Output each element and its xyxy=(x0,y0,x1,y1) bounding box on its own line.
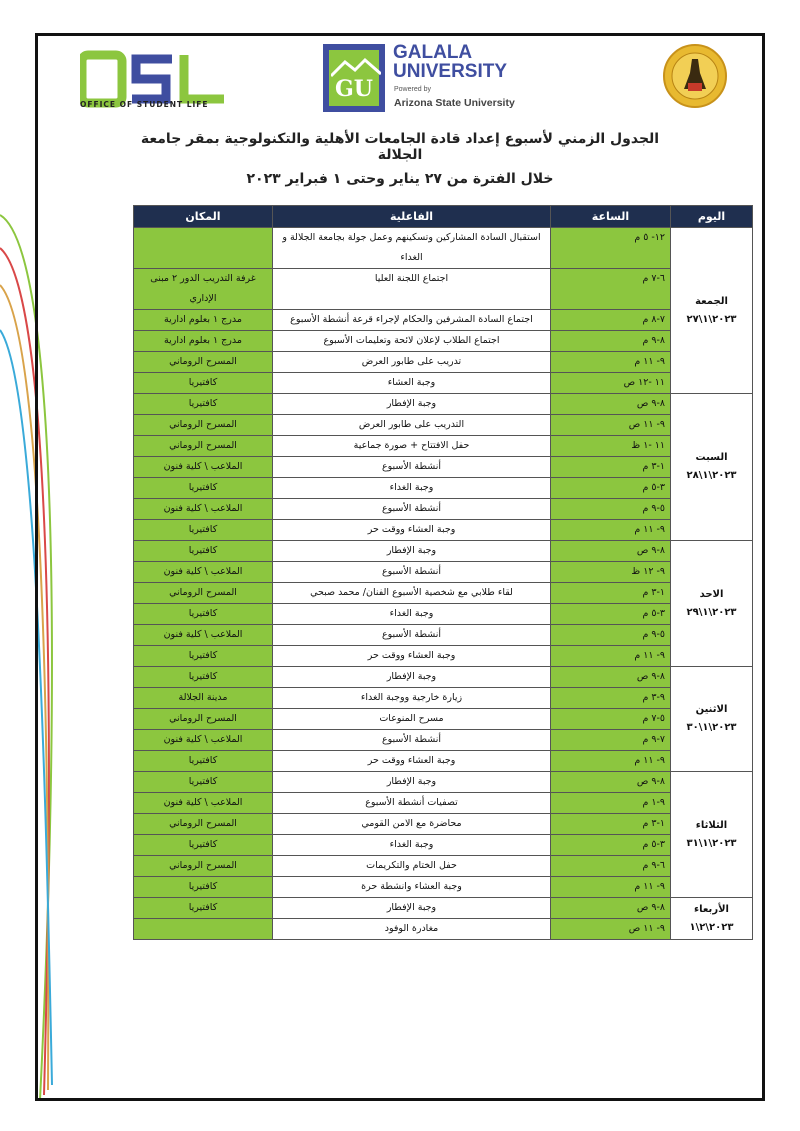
activity-cell: وجبة الإفطار xyxy=(273,394,551,415)
day-date: ٢٠٢٣\١\٢٨ xyxy=(686,470,737,481)
day-name: السبت xyxy=(695,452,728,463)
time-cell: ٨-٩ ص xyxy=(551,667,671,688)
table-row xyxy=(134,604,753,625)
day-date: ٢٠٢٣\٢\١ xyxy=(689,921,734,933)
day-cell xyxy=(671,394,753,541)
time-cell: ٨-٩ ص xyxy=(551,772,671,793)
university-name xyxy=(393,43,507,81)
activity-cell: وجبة العشاء ووقت حر xyxy=(273,646,551,667)
time-cell: ٩- ١١ ص xyxy=(551,919,671,940)
activity-cell: اجتماع السادة المشرفين والحكام لإجراء قرعة أنشطة الأسبوع xyxy=(273,310,551,331)
time-cell: ٩- ١١ ص xyxy=(551,415,671,436)
table-row xyxy=(134,667,753,688)
place-cell: الملاعب \ كلية فنون xyxy=(134,562,273,583)
time-cell: ٥-٩ م xyxy=(551,625,671,646)
place-cell: الملاعب \ كلية فنون xyxy=(134,457,273,478)
time-cell: ٩- ١١ م xyxy=(551,646,671,667)
activity-cell: وجبة العشاء xyxy=(273,373,551,394)
place-cell: مدرج ١ بعلوم ادارية xyxy=(134,331,273,352)
place-cell: المسرح الروماني xyxy=(134,856,273,877)
place-cell: الملاعب \ كلية فنون xyxy=(134,625,273,646)
table-row xyxy=(134,541,753,562)
time-cell: ٧-٩ م xyxy=(551,730,671,751)
place-cell: كافتيريا xyxy=(134,877,273,898)
table-row xyxy=(134,814,753,835)
table-row xyxy=(134,562,753,583)
table-row xyxy=(134,835,753,856)
table-row xyxy=(134,688,753,709)
table-row xyxy=(134,877,753,898)
activity-cell: وجبة الغداء xyxy=(273,478,551,499)
table-row xyxy=(134,478,753,499)
activity-cell: مغادرة الوفود xyxy=(273,919,551,940)
asu-name: Arizona State University xyxy=(394,97,515,109)
osl-subtitle: OFFICE OF STUDENT LIFE xyxy=(80,100,209,109)
table-row xyxy=(134,373,753,394)
activity-cell: تدريب على طابور العرض xyxy=(273,352,551,373)
time-cell: ٨-٩ ص xyxy=(551,541,671,562)
col-day: اليوم xyxy=(671,206,753,228)
place-cell: كافتيريا xyxy=(134,520,273,541)
table-row xyxy=(134,772,753,793)
place-cell: المسرح الروماني xyxy=(134,415,273,436)
place-cell: المسرح الروماني xyxy=(134,709,273,730)
table-row xyxy=(134,436,753,457)
activity-cell: أنشطة الأسبوع xyxy=(273,457,551,478)
place-cell: المسرح الروماني xyxy=(134,814,273,835)
time-cell: ٦-٧ م xyxy=(551,269,671,310)
table-row xyxy=(134,730,753,751)
activity-cell: وجبة الإفطار xyxy=(273,898,551,919)
activity-cell: وجبة الغداء xyxy=(273,835,551,856)
place-cell: كافتيريا xyxy=(134,667,273,688)
university-line2: UNIVERSITY xyxy=(393,61,508,82)
place-cell: كافتيريا xyxy=(134,751,273,772)
activity-cell: وجبة الإفطار xyxy=(273,667,551,688)
table-row xyxy=(134,352,753,373)
time-cell: ٨-٩ ص xyxy=(551,898,671,919)
table-row xyxy=(134,625,753,646)
place-cell: مدينة الجلالة xyxy=(134,688,273,709)
time-cell: ٣-٥ م xyxy=(551,604,671,625)
activity-cell: أنشطة الأسبوع xyxy=(273,562,551,583)
time-cell: ٣-٥ م xyxy=(551,835,671,856)
time-cell: ٩-٣ م xyxy=(551,688,671,709)
place-cell: كافتيريا xyxy=(134,541,273,562)
time-cell: ١-٣ م xyxy=(551,583,671,604)
place-cell: كافتيريا xyxy=(134,772,273,793)
table-row xyxy=(134,709,753,730)
time-cell: ٥-٧ م xyxy=(551,709,671,730)
day-name: الثلاثاء xyxy=(695,819,728,831)
time-cell: ١٢- ٥ م xyxy=(551,228,671,269)
ministry-seal-icon xyxy=(662,43,728,109)
time-cell: ٩- ١١ م xyxy=(551,352,671,373)
day-cell xyxy=(671,772,753,898)
activity-cell: أنشطة الأسبوع xyxy=(273,499,551,520)
time-cell: ١-٣ م xyxy=(551,457,671,478)
table-row xyxy=(134,583,753,604)
table-row xyxy=(134,457,753,478)
university-line1: GALALA xyxy=(393,42,473,63)
activity-cell: تصفيات أنشطة الأسبوع xyxy=(273,793,551,814)
table-row xyxy=(134,499,753,520)
place-cell: كافتيريا xyxy=(134,604,273,625)
table-header-row xyxy=(134,206,753,228)
time-cell: ٩-١ م xyxy=(551,793,671,814)
time-cell: ٨-٩ ص xyxy=(551,394,671,415)
table-row xyxy=(134,646,753,667)
activity-cell: وجبة العشاء ووقت حر xyxy=(273,520,551,541)
activity-cell: حفل الختام والتكريمات xyxy=(273,856,551,877)
place-cell: الملاعب \ كلية فنون xyxy=(134,499,273,520)
place-cell: كافتيريا xyxy=(134,478,273,499)
time-cell: ٩- ١١ م xyxy=(551,520,671,541)
page-title: الجدول الزمني لأسبوع إعداد قادة الجامعات الأهلية والتكنولوجية بمقر جامعة الجلالة xyxy=(140,131,660,163)
place-cell: المسرح الروماني xyxy=(134,436,273,457)
place-cell: المسرح الروماني xyxy=(134,583,273,604)
time-cell: ٨-٩ م xyxy=(551,331,671,352)
day-cell xyxy=(671,228,753,394)
galala-logo xyxy=(323,44,385,112)
table-row xyxy=(134,415,753,436)
day-cell xyxy=(671,541,753,667)
day-date: ٢٠٢٣\١\٣٠ xyxy=(686,722,737,733)
activity-cell: حفل الافتتاح + صورة جماعية xyxy=(273,436,551,457)
table-row xyxy=(134,520,753,541)
table-row xyxy=(134,751,753,772)
time-cell: ١١ -١ ظ xyxy=(551,436,671,457)
time-cell: ١١ -١٢ ص xyxy=(551,373,671,394)
activity-cell: اجتماع الطلاب لإعلان لائحة وتعليمات الأسبوع xyxy=(273,331,551,352)
activity-cell: مسرح المنوعات xyxy=(273,709,551,730)
place-cell: كافتيريا xyxy=(134,835,273,856)
activity-cell: التدريب على طابور العرض xyxy=(273,415,551,436)
place-cell: الملاعب \ كلية فنون xyxy=(134,730,273,751)
page-subtitle: خلال الفترة من ٢٧ يناير وحتى ١ فبراير ٢٠٢٣ xyxy=(246,171,554,187)
time-cell: ٥-٩ م xyxy=(551,499,671,520)
activity-cell: وجبة العشاء ووقت حر xyxy=(273,751,551,772)
table-row xyxy=(134,793,753,814)
activity-cell: اجتماع اللجنة العليا xyxy=(273,269,551,310)
time-cell: ٣-٥ م xyxy=(551,478,671,499)
schedule-body xyxy=(134,228,753,940)
day-name: الاحد xyxy=(699,588,724,600)
time-cell: ١-٣ م xyxy=(551,814,671,835)
place-cell: كافتيريا xyxy=(134,646,273,667)
day-name: الاثنين xyxy=(695,704,728,715)
table-row xyxy=(134,919,753,940)
table-row xyxy=(134,310,753,331)
table-row xyxy=(134,856,753,877)
col-time: الساعة xyxy=(551,206,671,228)
day-date: ٢٠٢٣\١\٣١ xyxy=(686,837,737,849)
activity-cell: وجبة الغداء xyxy=(273,604,551,625)
day-name: الجمعة xyxy=(695,295,728,307)
place-cell: غرفة التدريب الدور ٢ مبنى الإداري xyxy=(134,269,273,310)
table-row xyxy=(134,898,753,919)
activity-cell: محاضرة مع الامن القومي xyxy=(273,814,551,835)
time-cell: ٩- ١٢ ظ xyxy=(551,562,671,583)
day-date: ٢٠٢٣\١\٢٧ xyxy=(686,313,737,325)
day-date: ٢٠٢٣\١\٢٩ xyxy=(686,606,737,618)
activity-cell: وجبة العشاء وانشطة حرة xyxy=(273,877,551,898)
day-cell xyxy=(671,898,753,940)
time-cell: ٦-٩ م xyxy=(551,856,671,877)
time-cell: ٩- ١١ م xyxy=(551,877,671,898)
place-cell: كافتيريا xyxy=(134,394,273,415)
activity-cell: أنشطة الأسبوع xyxy=(273,625,551,646)
time-cell: ٧-٨ م xyxy=(551,310,671,331)
activity-cell: استقبال السادة المشاركين وتسكينهم وعمل جولة بجامعة الجلالة و الغداء xyxy=(273,228,551,269)
place-cell: الملاعب \ كلية فنون xyxy=(134,793,273,814)
col-place: المكان xyxy=(134,206,273,228)
activity-cell: وجبة الإفطار xyxy=(273,772,551,793)
table-row xyxy=(134,331,753,352)
col-activity: الفاعلية xyxy=(273,206,551,228)
place-cell xyxy=(134,919,273,940)
table-row xyxy=(134,394,753,415)
activity-cell: زيارة خارجية ووجبة الغداء xyxy=(273,688,551,709)
schedule-table xyxy=(133,205,753,940)
place-cell: المسرح الروماني xyxy=(134,352,273,373)
day-cell xyxy=(671,667,753,772)
place-cell: كافتيريا xyxy=(134,898,273,919)
table-row xyxy=(134,228,753,269)
table-row xyxy=(134,269,753,310)
place-cell xyxy=(134,228,273,269)
place-cell: مدرج ١ بعلوم ادارية xyxy=(134,310,273,331)
activity-cell: أنشطة الأسبوع xyxy=(273,730,551,751)
time-cell: ٩- ١١ م xyxy=(551,751,671,772)
day-name: الأربعاء xyxy=(694,903,729,915)
gu-letters: GU xyxy=(335,76,373,102)
powered-by: Powered by xyxy=(394,86,431,93)
activity-cell: لقاء طلابي مع شخصية الأسبوع الفنان/ محمد صبحي xyxy=(273,583,551,604)
activity-cell: وجبة الإفطار xyxy=(273,541,551,562)
place-cell: كافتيريا xyxy=(134,373,273,394)
